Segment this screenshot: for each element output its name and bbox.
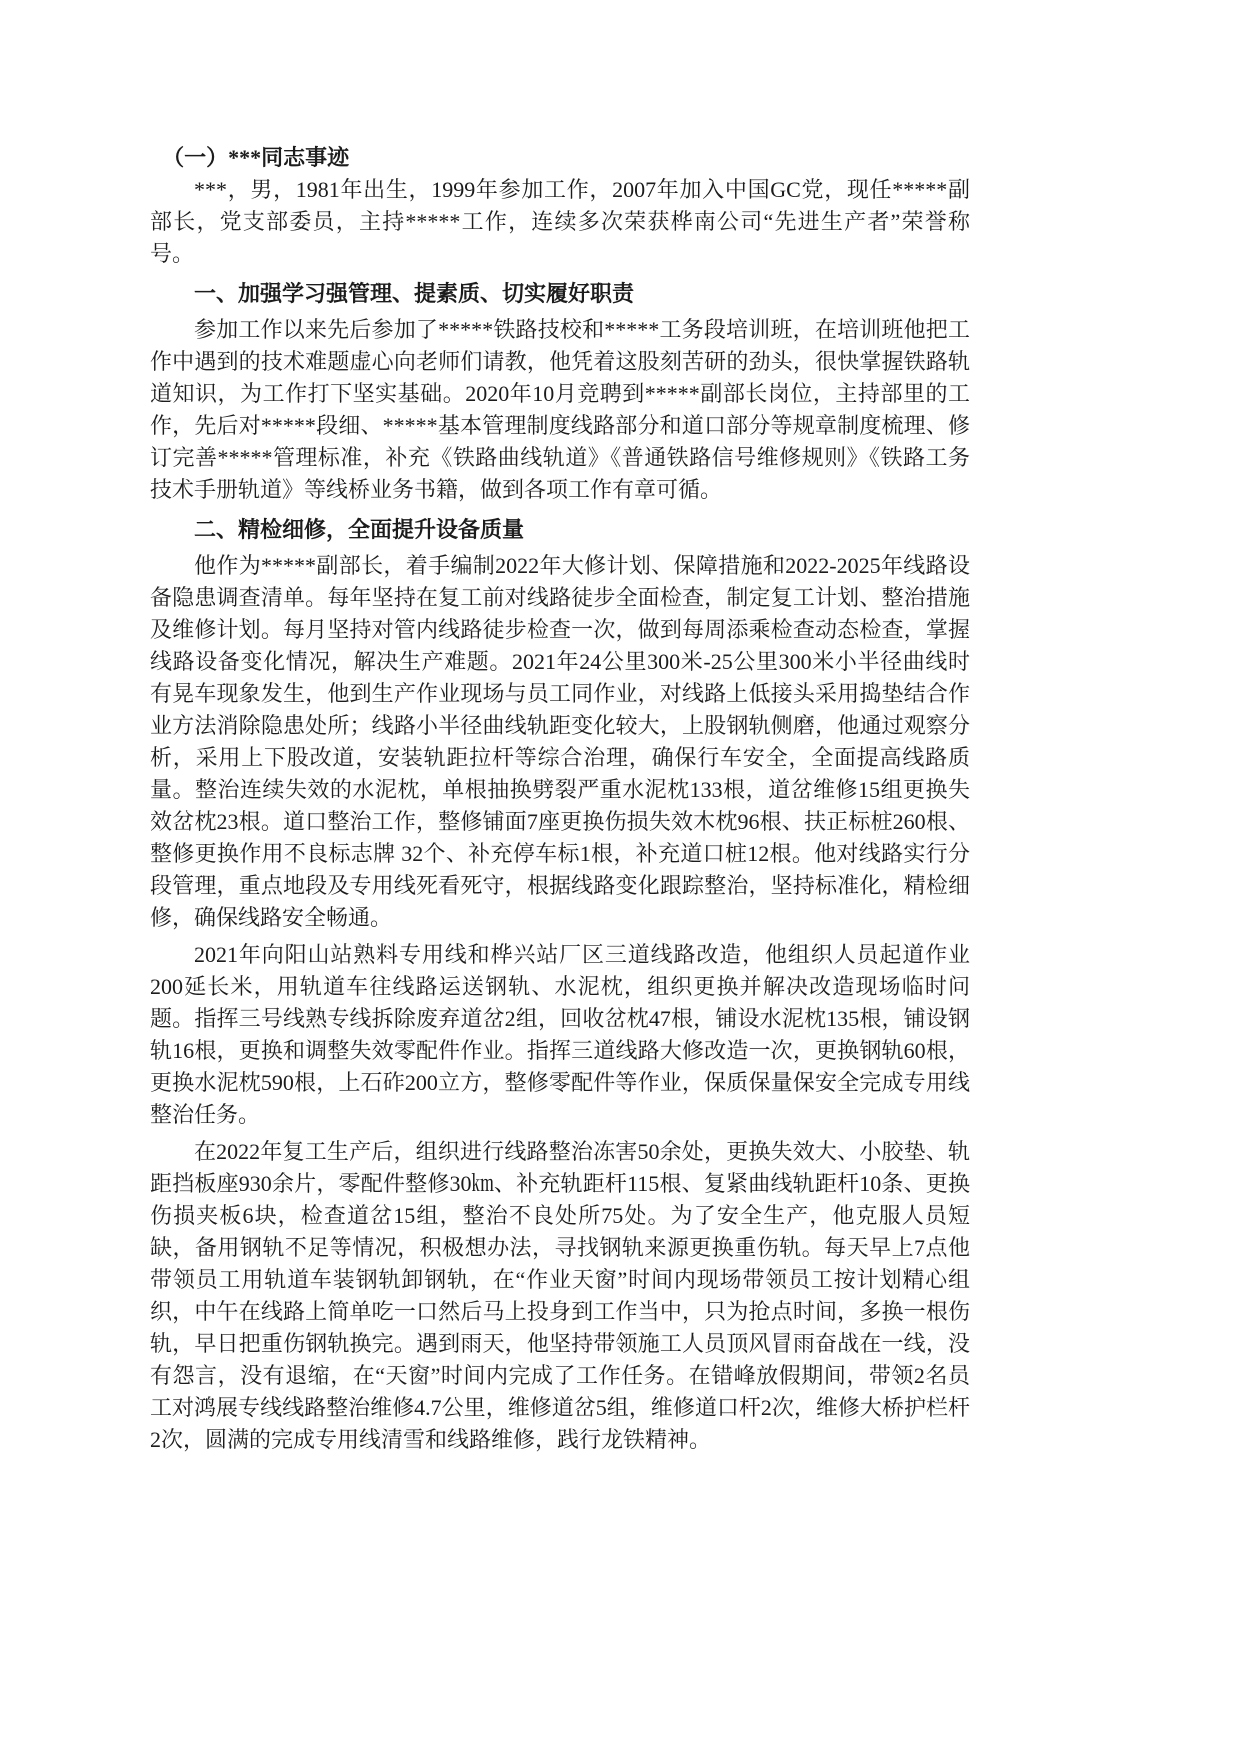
document-title: （一）***同志事迹 (162, 145, 350, 170)
section-paragraph: 他作为*****副部长，着手编制2022年大修计划、保障措施和2022-2025年线路设备隐患调查清单。每年坚持在复工前对线路徒步全面检查，制定复工计划、整治措施及维修计划。每月坚持对管内线路徒步检查一次，做到每周添乘检查动态检查，掌握线路设备变化情况，解决生产难题。2021年24公里300米-25公里300米小半径曲线时有晃车现象发生，他到生产作业现场与员工同作业，对线路上低接头采用捣垫结合作业方法消除隐患处所；线路小半径曲线轨距变化较大，上股钢轨侧磨，他通过观察分析，采用上下股改道，安装轨距拉杆等综合治理，确保行车安全，全面提高线路质量。整治连续失效的水泥枕，单根抽换劈裂严重水泥枕133根，道岔维修15组更换失效岔枕23根。道口整治工作，整修铺面7座更换伤损失效木枕96根、扶正标桩260根、整修更换作用不良标志牌 32个、补充停车标1根，补充道口桩12根。他对线路实行分段管理，重点地段及专用线死看死守，根据线路变化跟踪整治，坚持标准化，精检细修，确保线路安全畅通。 (150, 553, 970, 930)
section-study-management (150, 278, 970, 506)
document-body (150, 142, 970, 1456)
section-heading: 一、加强学习强管理、提素质、切实履好职责 (194, 281, 635, 306)
section-equipment-quality (150, 514, 970, 1456)
intro-paragraph: ***，男，1981年出生，1999年参加工作，2007年加入中国GC党，现任*****副部长，党支部委员，主持*****工作，连续多次荣获桦南公司“先进生产者”荣誉称号。 (150, 177, 970, 266)
section-paragraph: 在2022年复工生产后，组织进行线路整治冻害50余处，更换失效大、小胶垫、轨距挡板座930余片，零配件整修30㎞、补充轨距杆115根、复紧曲线轨距杆10条、更换伤损夹板6块，检查道岔15组，整治不良处所75处。为了安全生产，他克服人员短缺，备用钢轨不足等情况，积极想办法，寻找钢轨来源更换重伤轨。每天早上7点他带领员工用轨道车装钢轨卸钢轨，在“作业天窗”时间内现场带领员工按计划精心组织，中午在线路上简单吃一口然后马上投身到工作当中，只为抢点时间，多换一根伤轨，早日把重伤钢轨换完。遇到雨天，他坚持带领施工人员顶风冒雨奋战在一线，没有怨言，没有退缩，在“天窗”时间内完成了工作任务。在错峰放假期间，带领2名员工对鸿展专线线路整治维修4.7公里，维修道岔5组，维修道口杆2次，维修大桥护栏杆2次，圆满的完成专用线清雪和线路维修，践行龙铁精神。 (150, 1139, 970, 1452)
section-paragraph: 2021年向阳山站熟料专用线和桦兴站厂区三道线路改造，他组织人员起道作业200延长米，用轨道车往线路运送钢轨、水泥枕，组织更换并解决改造现场临时问题。指挥三号线熟专线拆除废弃道岔2组，回收岔枕47根，铺设水泥枕135根，铺设钢轨16根，更换和调整失效零配件作业。指挥三道线路大修改造一次，更换钢轨60根，更换水泥枕590根，上石砟200立方，整修零配件等作业，保质保量保安全完成专用线整治任务。 (150, 942, 970, 1127)
section-paragraph: 参加工作以来先后参加了*****铁路技校和*****工务段培训班，在培训班他把工作中遇到的技术难题虚心向老师们请教，他凭着这股刻苦研的劲头，很快掌握铁路轨道知识，为工作打下坚实基础。2020年10月竞聘到*****副部长岗位，主持部里的工作，先后对*****段细、*****基本管理制度线路部分和道口部分等规章制度梳理、修订完善*****管理标准，补充《铁路曲线轨道》《普通铁路信号维修规则》《铁路工务技术手册轨道》等线桥业务书籍，做到各项工作有章可循。 (150, 317, 970, 502)
section-heading: 二、精检细修，全面提升设备质量 (194, 517, 525, 542)
